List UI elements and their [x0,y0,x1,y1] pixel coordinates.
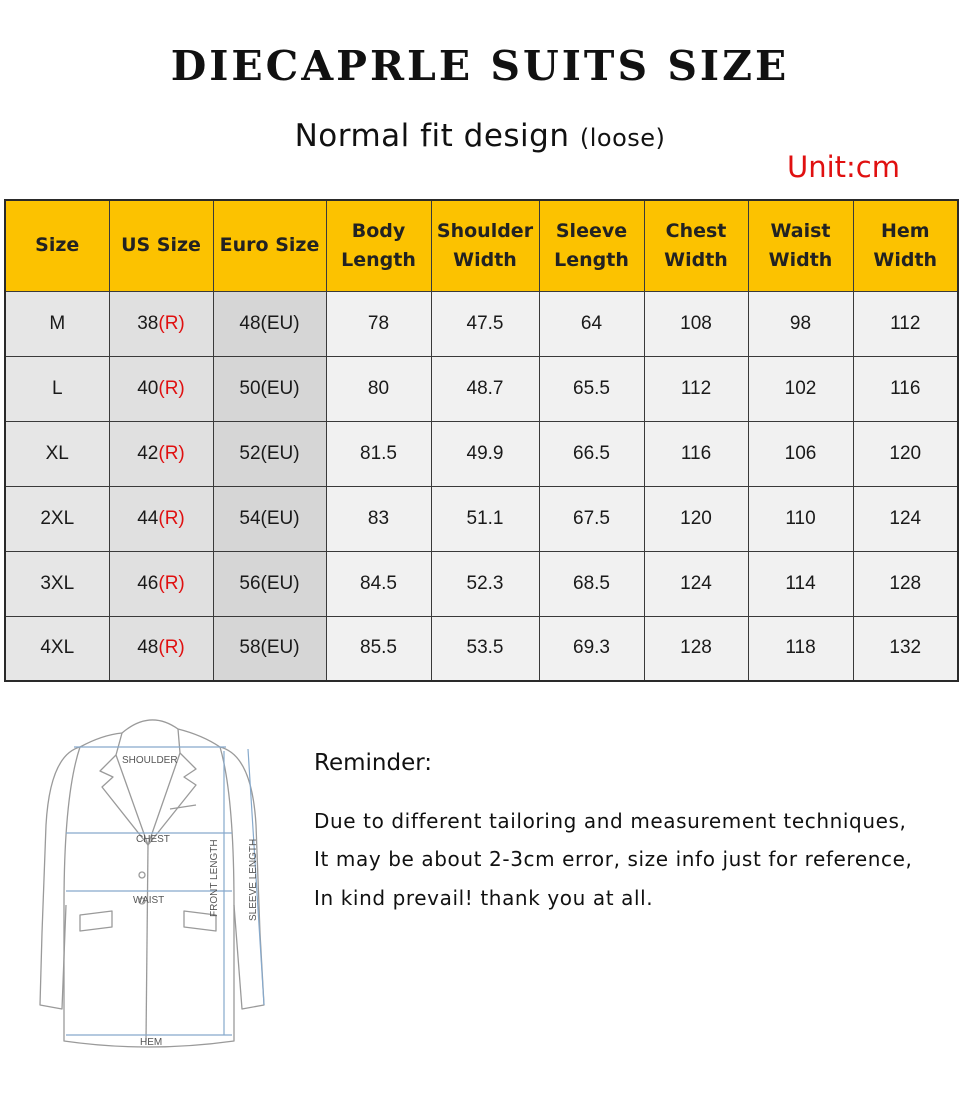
table-header-row [5,200,958,291]
column-header-hem-width [853,200,958,291]
table-cell-chest-width: 124 [644,551,748,616]
table-cell-euro-size: 52(EU) [213,421,326,486]
us-size-mark: (R) [158,637,185,659]
table-cell-waist-width: 110 [748,486,853,551]
table-cell-euro-size: 56(EU) [213,551,326,616]
column-header-sleeve-length [539,200,644,291]
table-cell-shoulder-width: 51.1 [431,486,539,551]
table-cell-body-length: 83 [326,486,431,551]
table-cell-hem-width: 128 [853,551,958,616]
table-cell-sleeve-length: 69.3 [539,616,644,681]
table-cell-body-length: 85.5 [326,616,431,681]
column-header-line: Size [35,234,80,257]
column-header-chest-width [644,200,748,291]
table-cell-chest-width: 128 [644,616,748,681]
table-cell-chest-width: 108 [644,291,748,356]
table-cell-euro-size: 50(EU) [213,356,326,421]
table-cell-body-length: 80 [326,356,431,421]
jacket-outline [40,720,264,1047]
table-cell-shoulder-width: 52.3 [431,551,539,616]
table-cell-body-length: 78 [326,291,431,356]
diagram-label-sleeve-length: SLEEVE LENGTH [248,838,259,921]
table-cell-euro-size: 58(EU) [213,616,326,681]
column-header-euro-size [213,200,326,291]
table-cell-size: M [5,291,109,356]
table-cell-hem-width: 112 [853,291,958,356]
table-cell-chest-width: 116 [644,421,748,486]
column-header-body-length [326,200,431,291]
table-cell-waist-width: 106 [748,421,853,486]
diagram-label-shoulder: SHOULDER [122,755,178,766]
us-size-mark: (R) [158,442,185,464]
table-cell-euro-size: 48(EU) [213,291,326,356]
us-size-mark: (R) [158,377,185,399]
table-cell-waist-width: 102 [748,356,853,421]
us-size-value: 42 [137,442,159,464]
column-header-line: Body [351,219,406,242]
column-header-us-size [109,200,213,291]
table-cell-sleeve-length: 67.5 [539,486,644,551]
table-cell-us-size [109,616,213,681]
diagram-label-front-length: FRONT LENGTH [209,839,220,917]
subtitle-note: (loose) [579,124,666,152]
table-cell-hem-width: 124 [853,486,958,551]
table-cell-body-length: 81.5 [326,421,431,486]
table-cell-hem-width: 116 [853,356,958,421]
column-header-line: Width [768,248,833,271]
diagram-label-chest: CHEST [136,834,170,845]
table-row [5,356,958,421]
table-cell-us-size [109,356,213,421]
table-cell-hem-width: 132 [853,616,958,681]
table-cell-shoulder-width: 48.7 [431,356,539,421]
column-header-line: Length [554,248,629,271]
table-cell-us-size [109,486,213,551]
us-size-mark: (R) [158,507,185,529]
column-header-line: Width [453,248,517,271]
column-header-line: US Size [121,234,201,257]
page-title: DIECAPRLE SUITS SIZE [170,42,790,90]
table-cell-size: 2XL [5,486,109,551]
column-header-line: Waist [770,219,831,242]
table-cell-hem-width: 120 [853,421,958,486]
page-subtitle [0,118,960,154]
us-size-value: 38 [137,312,159,334]
table-cell-us-size [109,291,213,356]
reminder-line-3: In kind prevail! thank you at all. [314,886,654,910]
reminder-line-2: It may be about 2-3cm error, size info just for reference, [314,847,913,871]
diagram-label-hem: HEM [140,1037,163,1048]
table-cell-euro-size: 54(EU) [213,486,326,551]
column-header-line: Sleeve [555,219,628,242]
column-header-size [5,200,109,291]
diagram-label-waist: WAIST [133,895,165,906]
table-cell-sleeve-length: 65.5 [539,356,644,421]
column-header-line: Euro Size [219,234,320,257]
subtitle-text: Normal fit design [294,118,570,154]
us-size-value: 40 [137,377,159,399]
table-cell-us-size [109,551,213,616]
us-size-value: 48 [137,637,159,659]
table-cell-sleeve-length: 64 [539,291,644,356]
table-row [5,291,958,356]
table-cell-waist-width: 114 [748,551,853,616]
table-cell-shoulder-width: 53.5 [431,616,539,681]
table-cell-size: XL [5,421,109,486]
column-header-line: Hem [880,219,930,242]
us-size-mark: (R) [158,572,185,594]
table-cell-shoulder-width: 47.5 [431,291,539,356]
table-cell-body-length: 84.5 [326,551,431,616]
table-cell-sleeve-length: 68.5 [539,551,644,616]
column-header-line: Shoulder [436,219,534,242]
size-chart-table [4,199,959,682]
table-cell-waist-width: 98 [748,291,853,356]
table-cell-chest-width: 112 [644,356,748,421]
table-row [5,551,958,616]
column-header-line: Chest [665,219,727,242]
table-cell-shoulder-width: 49.9 [431,421,539,486]
reminder-title: Reminder: [314,750,433,776]
table-cell-chest-width: 120 [644,486,748,551]
table-body [5,291,958,681]
table-row [5,486,958,551]
table-cell-sleeve-length: 66.5 [539,421,644,486]
column-header-line: Width [664,248,728,271]
table-row [5,421,958,486]
column-header-waist-width [748,200,853,291]
column-header-line: Width [873,248,938,271]
unit-label: Unit:cm [787,150,900,184]
table-cell-size: 4XL [5,616,109,681]
us-size-value: 46 [137,572,159,594]
table-cell-waist-width: 118 [748,616,853,681]
table-cell-size: L [5,356,109,421]
column-header-line: Length [341,248,416,271]
table-cell-size: 3XL [5,551,109,616]
table-row [5,616,958,681]
reminder-line-1: Due to different tailoring and measurement techniques, [314,809,907,833]
table-cell-us-size [109,421,213,486]
us-size-mark: (R) [158,312,185,334]
jacket-measurement-diagram [20,705,300,1085]
column-header-shoulder-width [431,200,539,291]
us-size-value: 44 [137,507,159,529]
